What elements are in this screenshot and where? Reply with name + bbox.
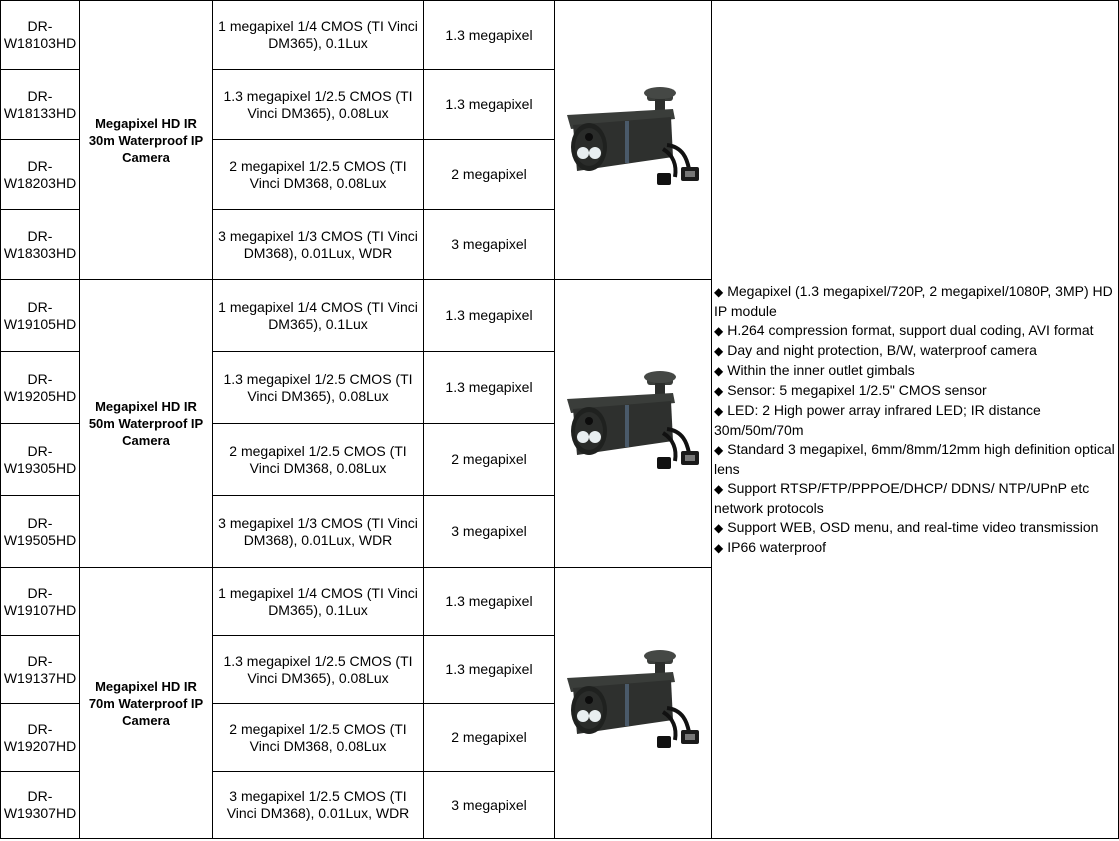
resolution: 3 megapixel [424,496,555,568]
feature-text: Standard 3 megapixel, 6mm/8mm/12mm high definition optical lens [714,440,1115,477]
feature-text: Sensor: 5 megapixel 1/2.5" CMOS sensor [727,381,987,398]
feature-text: Support RTSP/FTP/PPPOE/DHCP/ DDNS/ NTP/UPnP etc network protocols [714,479,1090,516]
feature-item [714,381,1118,401]
model-number [1,1,80,70]
product-name: Megapixel HD IR 70m Waterproof IP Camera [80,568,213,839]
sensor-spec: 2 megapixel 1/2.5 CMOS (TI Vinci DM368, 0.08Lux [213,424,424,496]
camera-image-cell [555,280,712,568]
feature-item [714,518,1118,538]
model-prefix: DR- [27,87,53,104]
sensor-spec: 1 megapixel 1/4 CMOS (TI Vinci DM365), 0.1Lux [213,1,424,70]
sensor-spec: 1 megapixel 1/4 CMOS (TI Vinci DM365), 0.1Lux [213,280,424,352]
feature-text: IP66 waterproof [727,538,827,555]
model-code: W18303HD [3,244,77,261]
diamond-bullet-icon: ◆ [714,284,724,299]
feature-list [714,282,1118,558]
model-number [1,704,80,772]
model-number [1,568,80,636]
model-number [1,772,80,839]
camera-image [563,648,703,758]
feature-text: H.264 compression format, support dual coding, AVI format [727,321,1094,338]
diamond-bullet-icon: ◆ [714,343,724,358]
sensor-spec: 3 megapixel 1/3 CMOS (TI Vinci DM368), 0.01Lux, WDR [213,496,424,568]
model-code: W19137HD [3,669,77,686]
model-code: W19105HD [3,315,77,332]
resolution: 1.3 megapixel [424,568,555,636]
model-number [1,496,80,568]
feature-item [714,440,1118,479]
model-code: W18133HD [3,104,77,121]
feature-text: LED: 2 High power array infrared LED; IR distance 30m/50m/70m [714,401,1041,438]
sensor-spec: 1 megapixel 1/4 CMOS (TI Vinci DM365), 0.1Lux [213,568,424,636]
model-number [1,424,80,496]
resolution: 3 megapixel [424,772,555,839]
camera-image [563,85,703,195]
model-prefix: DR- [27,157,53,174]
features-cell [712,1,1119,839]
model-prefix: DR- [27,720,53,737]
model-prefix: DR- [27,370,53,387]
resolution: 1.3 megapixel [424,280,555,352]
camera-image-cell [555,568,712,839]
table-row [1,1,1119,70]
sensor-spec: 2 megapixel 1/2.5 CMOS (TI Vinci DM368, 0.08Lux [213,140,424,210]
model-number [1,280,80,352]
feature-item [714,321,1118,341]
diamond-bullet-icon: ◆ [714,323,724,338]
sensor-spec: 3 megapixel 1/2.5 CMOS (TI Vinci DM368), 0.01Lux, WDR [213,772,424,839]
resolution: 1.3 megapixel [424,70,555,140]
sensor-spec: 3 megapixel 1/3 CMOS (TI Vinci DM368), 0.01Lux, WDR [213,210,424,280]
product-name: Megapixel HD IR 50m Waterproof IP Camera [80,280,213,568]
model-code: W19107HD [3,601,77,618]
model-code: W19207HD [3,737,77,754]
resolution: 2 megapixel [424,704,555,772]
resolution: 1.3 megapixel [424,1,555,70]
resolution: 1.3 megapixel [424,352,555,424]
resolution: 3 megapixel [424,210,555,280]
model-prefix: DR- [27,298,53,315]
model-prefix: DR- [27,788,53,804]
model-code: W19505HD [3,531,77,548]
model-prefix: DR- [27,227,53,244]
model-code: W19305HD [3,459,77,476]
model-prefix: DR- [27,442,53,459]
model-prefix: DR- [27,18,53,34]
diamond-bullet-icon: ◆ [714,442,724,457]
diamond-bullet-icon: ◆ [714,481,724,496]
resolution: 2 megapixel [424,140,555,210]
model-number [1,210,80,280]
diamond-bullet-icon: ◆ [714,403,724,418]
model-code: W18103HD [3,35,77,51]
resolution: 2 megapixel [424,424,555,496]
feature-item [714,282,1118,321]
model-number [1,140,80,210]
model-number [1,352,80,424]
camera-image-cell [555,1,712,280]
feature-item [714,361,1118,381]
model-code: W18203HD [3,174,77,191]
sensor-spec: 1.3 megapixel 1/2.5 CMOS (TI Vinci DM365), 0.08Lux [213,70,424,140]
model-code: W19205HD [3,387,77,404]
diamond-bullet-icon: ◆ [714,540,724,555]
feature-text: Day and night protection, B/W, waterproof camera [727,341,1037,358]
model-prefix: DR- [27,652,53,669]
camera-image [563,369,703,479]
model-prefix: DR- [27,514,53,531]
diamond-bullet-icon: ◆ [714,383,724,398]
sensor-spec: 1.3 megapixel 1/2.5 CMOS (TI Vinci DM365), 0.08Lux [213,636,424,704]
feature-text: Within the inner outlet gimbals [727,361,915,378]
feature-item [714,341,1118,361]
model-code: W19307HD [3,805,77,821]
feature-item [714,401,1118,440]
feature-text: Support WEB, OSD menu, and real-time video transmission [727,518,1099,535]
resolution: 1.3 megapixel [424,636,555,704]
feature-item [714,479,1118,518]
model-number [1,636,80,704]
sensor-spec: 2 megapixel 1/2.5 CMOS (TI Vinci DM368, 0.08Lux [213,704,424,772]
diamond-bullet-icon: ◆ [714,520,724,535]
sensor-spec: 1.3 megapixel 1/2.5 CMOS (TI Vinci DM365), 0.08Lux [213,352,424,424]
model-prefix: DR- [27,584,53,601]
feature-text: Megapixel (1.3 megapixel/720P, 2 megapixel/1080P, 3MP) HD IP module [714,282,1113,319]
model-number [1,70,80,140]
feature-item [714,538,1118,558]
diamond-bullet-icon: ◆ [714,363,724,378]
product-name: Megapixel HD IR 30m Waterproof IP Camera [80,1,213,280]
